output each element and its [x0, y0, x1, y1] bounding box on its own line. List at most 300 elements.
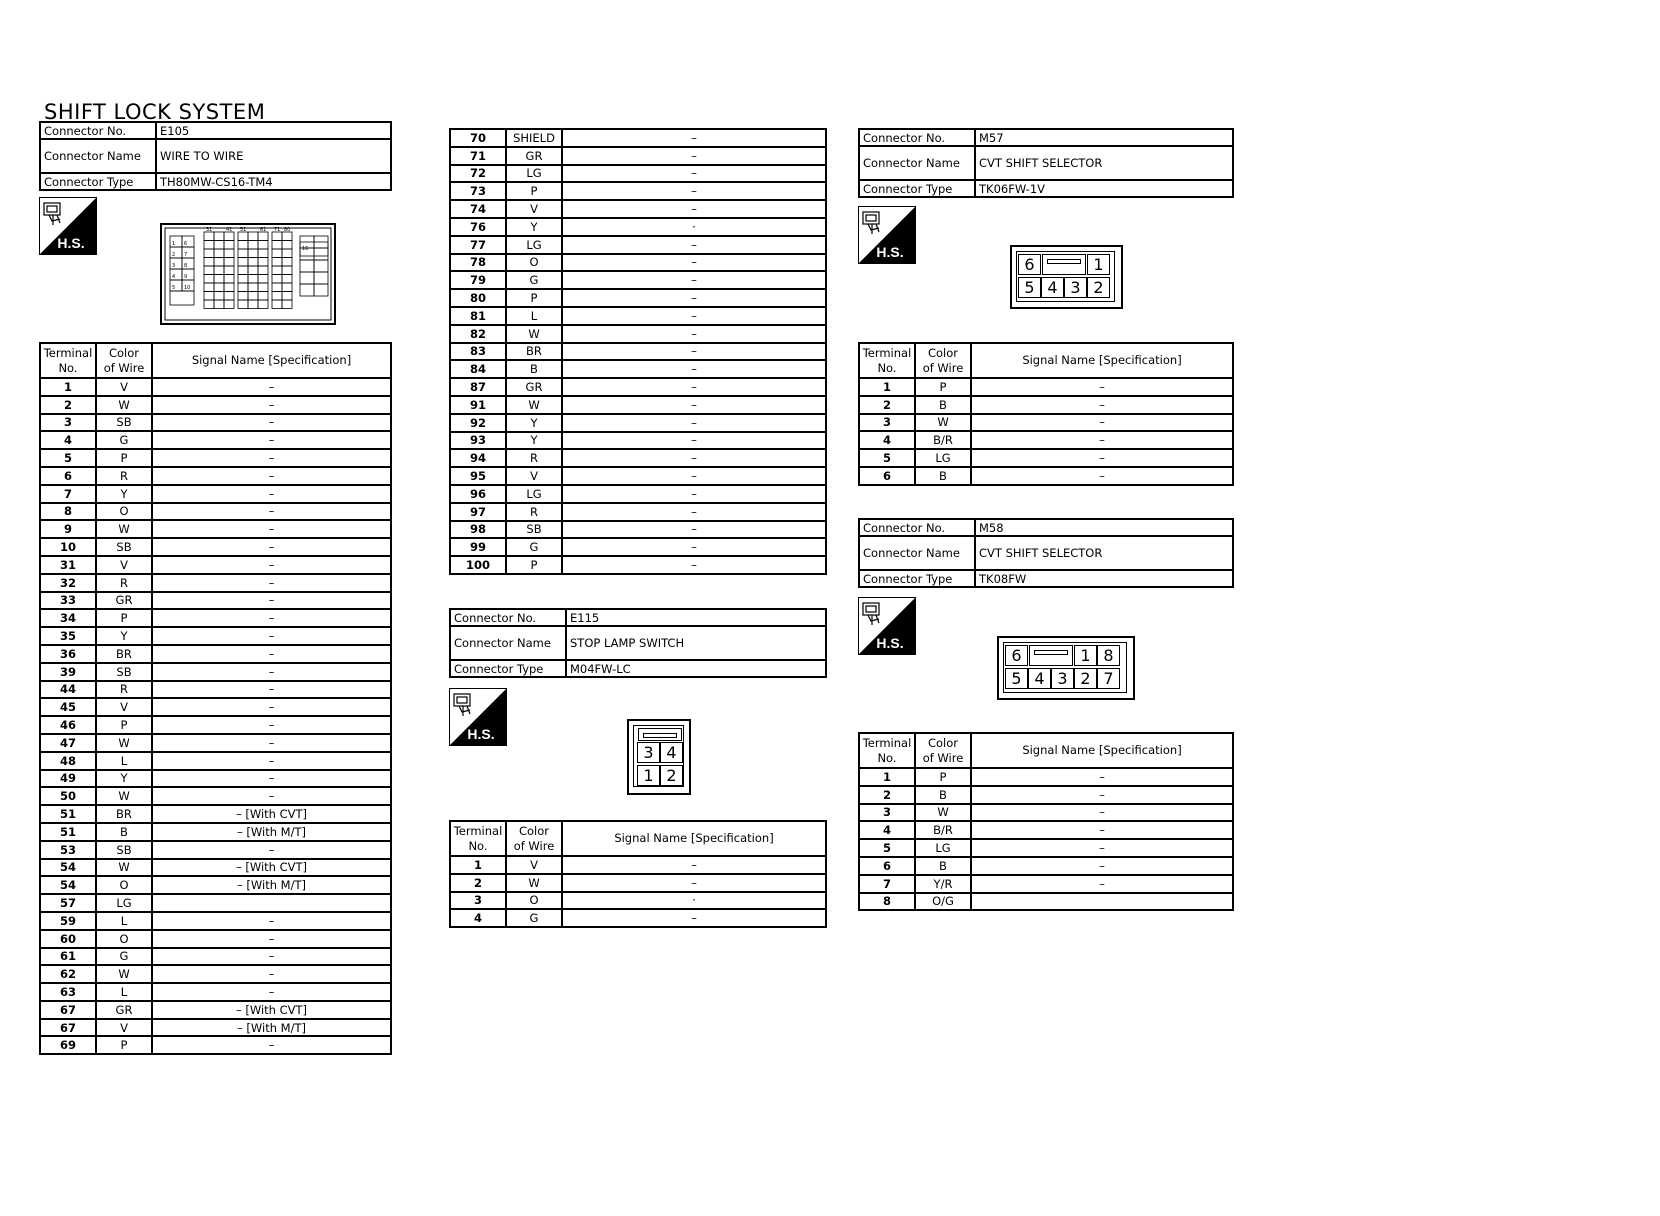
table-row: [40, 609, 391, 627]
table-row: [859, 378, 1233, 396]
table-row: [450, 165, 826, 183]
connector-type-label: Connector Type: [859, 180, 975, 197]
e115-connector-name: STOP LAMP SWITCH: [566, 626, 826, 660]
signal-name: – [With M/T]: [152, 876, 391, 894]
table-row: [40, 859, 391, 877]
terminal-no: 54: [40, 876, 96, 894]
signal-name: –: [152, 681, 391, 699]
signal-name: –: [562, 165, 826, 183]
signal-name: –: [562, 874, 826, 892]
wire-color: LG: [96, 894, 152, 912]
m58-pin: 6: [1005, 645, 1028, 666]
harness-side-icon: [858, 206, 916, 264]
m58-connector-name: CVT SHIFT SELECTOR: [975, 536, 1233, 570]
terminal-no: 4: [40, 431, 96, 449]
wire-color: L: [96, 752, 152, 770]
table-row: [859, 768, 1233, 786]
table-row: [40, 965, 391, 983]
terminal-no: 33: [40, 592, 96, 610]
terminal-no: 4: [450, 909, 506, 927]
terminal-no: 4: [859, 821, 915, 839]
terminal-no: 54: [40, 859, 96, 877]
e105-connector-no: E105: [156, 122, 391, 139]
table-row: [859, 414, 1233, 432]
m57-info-table: [858, 128, 1234, 198]
table-row: [450, 449, 826, 467]
wire-color: Y: [506, 432, 562, 450]
terminal-no: 1: [40, 378, 96, 396]
table-row: [450, 307, 826, 325]
wire-color: W: [915, 804, 971, 822]
wire-color: G: [506, 538, 562, 556]
wire-color: B: [915, 857, 971, 875]
e115-connector-no: E115: [566, 609, 826, 626]
m58-pin: 8: [1097, 645, 1120, 666]
e105-face-number: 10: [184, 285, 191, 291]
connector-no-label: Connector No.: [859, 129, 975, 146]
table-row: [40, 574, 391, 592]
wire-color: B/R: [915, 821, 971, 839]
terminal-no: 62: [40, 965, 96, 983]
wire-color: L: [506, 307, 562, 325]
table-row: [450, 503, 826, 521]
wire-color: R: [96, 574, 152, 592]
table-row: [40, 948, 391, 966]
table-row: [450, 874, 826, 892]
table-row: [40, 538, 391, 556]
m57-pin: 4: [1041, 277, 1064, 298]
signal-name: –: [562, 432, 826, 450]
e105-terminal-table-continued: [449, 128, 827, 575]
e115-pin: 2: [660, 765, 683, 786]
terminal-no: 79: [450, 271, 506, 289]
e115-pin: 1: [637, 765, 660, 786]
terminal-no: 6: [859, 467, 915, 485]
terminal-no: 82: [450, 325, 506, 343]
table-row: [40, 805, 391, 823]
terminal-no: 48: [40, 752, 96, 770]
e115-connector-face: [627, 719, 691, 795]
terminal-no: 94: [450, 449, 506, 467]
connector-no-label: Connector No.: [859, 519, 975, 536]
m57-pin: 6: [1018, 254, 1041, 275]
signal-name: –: [152, 663, 391, 681]
signal-name: –: [562, 271, 826, 289]
table-row: [40, 449, 391, 467]
table-row: [859, 875, 1233, 893]
wire-color: O: [96, 930, 152, 948]
e105-terminal-table: Terminal No. Color of Wire Signal Name [Specification] 1 V – 2 W – 3 SB – 4 G – 5 P – 6 R – 7 Y – 8 O – 9 W – 10 SB – 31 V – 32 R – 33 GR – 34 P – 35 Y – 36 BR – 39 SB – 44 R – 45 V – 46 P – 47 W – 48 L – 49 Y – 50 W – 51 BR – [With CVT] 51 B – [With M/T] 53 SB – 54 W – [With CVT] 54 O – [With M/T] 57 LG 59 L – 60 O – 61 G – 62 W – 63 L – 67 GR – [With CVT] 67 V – [With M/T] 69 P –: [39, 342, 392, 1055]
wire-color: W: [506, 396, 562, 414]
terminal-no: 3: [40, 414, 96, 432]
connector-name-label: Connector Name: [40, 139, 156, 173]
e105-connector-face: [160, 222, 337, 326]
signal-name: –: [562, 289, 826, 307]
terminal-no: 7: [40, 485, 96, 503]
wire-color: V: [96, 1019, 152, 1037]
wire-color: W: [96, 396, 152, 414]
signal-name: –: [152, 485, 391, 503]
table-row: [40, 734, 391, 752]
terminal-no: 78: [450, 254, 506, 272]
table-row: [40, 876, 391, 894]
table-row: [450, 432, 826, 450]
e105-face-number: 5: [172, 285, 176, 291]
wire-color: V: [506, 856, 562, 874]
e105-info-table: [39, 121, 392, 191]
signal-name: –: [152, 734, 391, 752]
e105-face-number: 16: [302, 246, 309, 252]
table-row: [450, 414, 826, 432]
terminal-no: 10: [40, 538, 96, 556]
table-row: [450, 856, 826, 874]
wire-color: L: [96, 912, 152, 930]
signal-name: –: [562, 236, 826, 254]
table-row: [450, 892, 826, 910]
table-row: [450, 485, 826, 503]
signal-name: – [With CVT]: [152, 1001, 391, 1019]
wire-color: P: [96, 449, 152, 467]
terminal-no: 5: [40, 449, 96, 467]
wire-color: P: [96, 1036, 152, 1054]
signal-name: –: [971, 786, 1233, 804]
terminal-no: 8: [40, 503, 96, 521]
e115-pin: 3: [637, 742, 660, 763]
wire-color: SHIELD: [506, 129, 562, 147]
wire-color: BR: [96, 805, 152, 823]
signal-name: –: [562, 556, 826, 574]
signal-name: –: [152, 841, 391, 859]
table-row: [40, 467, 391, 485]
harness-side-icon: [39, 197, 97, 255]
terminal-no: 53: [40, 841, 96, 859]
table-row: [40, 1036, 391, 1054]
m58-pin: 5: [1005, 668, 1028, 689]
wire-color: GR: [506, 147, 562, 165]
signal-name: –: [152, 983, 391, 1001]
wire-color: V: [96, 556, 152, 574]
connector-no-label: Connector No.: [40, 122, 156, 139]
table-row: [450, 343, 826, 361]
wire-color: P: [506, 556, 562, 574]
table-row: [40, 556, 391, 574]
m58-terminal-table: Terminal No. Color of Wire Signal Name [Specification] 1 P – 2 B – 3 W – 4 B/R – 5 LG – 6 B – 7 Y/R – 8 O/G: [858, 732, 1234, 911]
terminal-no: 2: [40, 396, 96, 414]
m57-pin: 2: [1087, 277, 1110, 298]
table-row: [40, 841, 391, 859]
m58-pin: 4: [1028, 668, 1051, 689]
wire-color: Y: [96, 485, 152, 503]
terminal-no: 9: [40, 520, 96, 538]
signal-name: ·: [562, 892, 826, 910]
m58-info-table: [858, 518, 1234, 588]
terminal-no: 99: [450, 538, 506, 556]
terminal-no: 2: [859, 786, 915, 804]
table-row: [40, 663, 391, 681]
wire-color: P: [915, 768, 971, 786]
signal-name: –: [152, 1036, 391, 1054]
wire-color: G: [96, 948, 152, 966]
e105-face-number: 31: [206, 227, 213, 233]
wire-color: W: [96, 520, 152, 538]
m58-pin: 3: [1051, 668, 1074, 689]
table-row: [859, 786, 1233, 804]
terminal-no: 1: [859, 768, 915, 786]
wire-color: R: [96, 681, 152, 699]
signal-name: –: [152, 965, 391, 983]
terminal-no: 32: [40, 574, 96, 592]
e105-face-number: 4: [172, 274, 176, 280]
terminal-no: 67: [40, 1019, 96, 1037]
terminal-no: 1: [450, 856, 506, 874]
wire-color: W: [96, 787, 152, 805]
table-row: [450, 254, 826, 272]
table-row: [40, 396, 391, 414]
wire-color: R: [506, 503, 562, 521]
terminal-no: 5: [859, 449, 915, 467]
connector-type-label: Connector Type: [859, 570, 975, 587]
terminal-no: 5: [859, 839, 915, 857]
table-row: [450, 236, 826, 254]
terminal-no: 59: [40, 912, 96, 930]
table-row: [450, 218, 826, 236]
table-row: [40, 520, 391, 538]
table-row: [450, 200, 826, 218]
wire-color: P: [96, 609, 152, 627]
e105-face-number: 61: [260, 227, 267, 233]
wire-color: L: [96, 983, 152, 1001]
table-row: [450, 325, 826, 343]
terminal-no: 83: [450, 343, 506, 361]
wire-color: P: [96, 716, 152, 734]
connector-name-label: Connector Name: [859, 536, 975, 570]
wire-color: LG: [915, 839, 971, 857]
wire-color: LG: [506, 236, 562, 254]
table-row: [859, 467, 1233, 485]
signal-name: –: [152, 592, 391, 610]
table-row: [40, 787, 391, 805]
harness-side-icon: [449, 688, 507, 746]
signal-name: –: [152, 930, 391, 948]
wire-color: B: [506, 360, 562, 378]
signal-name: –: [152, 503, 391, 521]
table-row: [450, 147, 826, 165]
wire-color: P: [915, 378, 971, 396]
wire-color: V: [96, 378, 152, 396]
table-row: [40, 431, 391, 449]
terminal-no: 51: [40, 823, 96, 841]
e105-face-number: 1: [172, 241, 176, 247]
signal-name: [152, 894, 391, 912]
wire-color: LG: [506, 165, 562, 183]
wire-color: P: [506, 289, 562, 307]
wire-color: SB: [96, 538, 152, 556]
wire-color: SB: [96, 841, 152, 859]
signal-name: –: [152, 520, 391, 538]
connector-name-label: Connector Name: [859, 146, 975, 180]
wire-color: V: [506, 200, 562, 218]
signal-name: –: [562, 538, 826, 556]
e105-face-number: 80: [284, 227, 291, 233]
wire-color: B: [96, 823, 152, 841]
terminal-no: 69: [40, 1036, 96, 1054]
terminal-no: 49: [40, 770, 96, 788]
wire-color: G: [506, 271, 562, 289]
connector-name-label: Connector Name: [450, 626, 566, 660]
wire-color: SB: [96, 663, 152, 681]
wire-color: Y/R: [915, 875, 971, 893]
terminal-no: 60: [40, 930, 96, 948]
svg-text:H.S.: H.S.: [876, 635, 904, 651]
wire-color: B: [915, 786, 971, 804]
signal-name: –: [152, 752, 391, 770]
wire-color: BR: [96, 645, 152, 663]
signal-name: –: [971, 449, 1233, 467]
wire-color: Y: [506, 414, 562, 432]
wire-color: LG: [915, 449, 971, 467]
signal-name: –: [562, 396, 826, 414]
table-row: [450, 556, 826, 574]
terminal-no: 73: [450, 182, 506, 200]
e105-face-number: 2: [172, 252, 176, 258]
table-row: [450, 378, 826, 396]
table-row: [859, 839, 1233, 857]
e115-pin: 4: [660, 742, 683, 763]
terminal-no: 61: [40, 948, 96, 966]
table-row: [40, 1019, 391, 1037]
signal-name: –: [971, 804, 1233, 822]
connector-type-label: Connector Type: [40, 173, 156, 190]
table-row: [40, 485, 391, 503]
m58-connector-no: M58: [975, 519, 1233, 536]
terminal-no: 6: [859, 857, 915, 875]
table-row: [40, 983, 391, 1001]
signal-name: –: [562, 856, 826, 874]
signal-name: –: [152, 396, 391, 414]
table-row: [40, 894, 391, 912]
signal-name: –: [562, 147, 826, 165]
signal-name: –: [152, 948, 391, 966]
terminal-no: 97: [450, 503, 506, 521]
table-row: [40, 681, 391, 699]
wire-color: Y: [96, 770, 152, 788]
terminal-no: 46: [40, 716, 96, 734]
terminal-no: 31: [40, 556, 96, 574]
table-row: [450, 538, 826, 556]
table-row: [40, 627, 391, 645]
wire-color: V: [506, 467, 562, 485]
wire-color: W: [506, 874, 562, 892]
terminal-no: 44: [40, 681, 96, 699]
signal-name: –: [971, 396, 1233, 414]
signal-name: – [With CVT]: [152, 859, 391, 877]
table-row: [450, 396, 826, 414]
terminal-no: 91: [450, 396, 506, 414]
terminal-no: 6: [40, 467, 96, 485]
svg-text:H.S.: H.S.: [467, 726, 495, 742]
terminal-no: 74: [450, 200, 506, 218]
table-row: [859, 431, 1233, 449]
wire-color: W: [96, 965, 152, 983]
e105-face-number: 6: [184, 241, 188, 247]
wire-color: G: [506, 909, 562, 927]
table-row: [450, 289, 826, 307]
signal-name: –: [562, 360, 826, 378]
signal-name: –: [152, 645, 391, 663]
terminal-no: 1: [859, 378, 915, 396]
wire-color: GR: [506, 378, 562, 396]
wire-color: V: [96, 698, 152, 716]
terminal-no: 8: [859, 893, 915, 911]
table-row: [859, 893, 1233, 911]
e105-face-number: 8: [184, 263, 188, 269]
table-row: [40, 414, 391, 432]
wire-color: BR: [506, 343, 562, 361]
signal-name: –: [971, 875, 1233, 893]
signal-name: –: [562, 449, 826, 467]
signal-name: –: [152, 414, 391, 432]
table-row: [859, 396, 1233, 414]
e105-face-number: 41: [226, 227, 233, 233]
signal-name: –: [152, 378, 391, 396]
terminal-no: 3: [859, 414, 915, 432]
terminal-no: 76: [450, 218, 506, 236]
wire-color: O: [506, 254, 562, 272]
terminal-no: 87: [450, 378, 506, 396]
signal-name: –: [971, 768, 1233, 786]
connector-no-label: Connector No.: [450, 609, 566, 626]
m58-pin: 2: [1074, 668, 1097, 689]
e105-face-number: 71: [274, 227, 281, 233]
terminal-no: 96: [450, 485, 506, 503]
wire-color: W: [915, 414, 971, 432]
wire-color: W: [506, 325, 562, 343]
m57-connector-type: TK06FW-1V: [975, 180, 1233, 197]
e115-info-table: [449, 608, 827, 678]
table-row: [40, 592, 391, 610]
signal-name: –: [562, 325, 826, 343]
table-row: [40, 930, 391, 948]
wire-color: P: [506, 182, 562, 200]
terminal-no: 39: [40, 663, 96, 681]
signal-name: –: [152, 609, 391, 627]
signal-name: –: [562, 254, 826, 272]
terminal-no: 35: [40, 627, 96, 645]
wire-color: O/G: [915, 893, 971, 911]
signal-name: –: [152, 716, 391, 734]
wire-color: GR: [96, 592, 152, 610]
signal-name: –: [562, 307, 826, 325]
table-row: [450, 129, 826, 147]
m58-connector-type: TK08FW: [975, 570, 1233, 587]
table-row: [40, 770, 391, 788]
terminal-no: 2: [859, 396, 915, 414]
m58-pin: 7: [1097, 668, 1120, 689]
signal-name: –: [152, 574, 391, 592]
connector-type-label: Connector Type: [450, 660, 566, 677]
terminal-no: 67: [40, 1001, 96, 1019]
terminal-no: 98: [450, 521, 506, 539]
wire-color: B: [915, 467, 971, 485]
wire-color: SB: [96, 414, 152, 432]
wire-color: O: [506, 892, 562, 910]
terminal-no: 51: [40, 805, 96, 823]
table-row: [859, 449, 1233, 467]
table-row: [859, 821, 1233, 839]
m57-pin: 1: [1087, 254, 1110, 275]
table-row: [40, 716, 391, 734]
wire-color: Y: [96, 627, 152, 645]
